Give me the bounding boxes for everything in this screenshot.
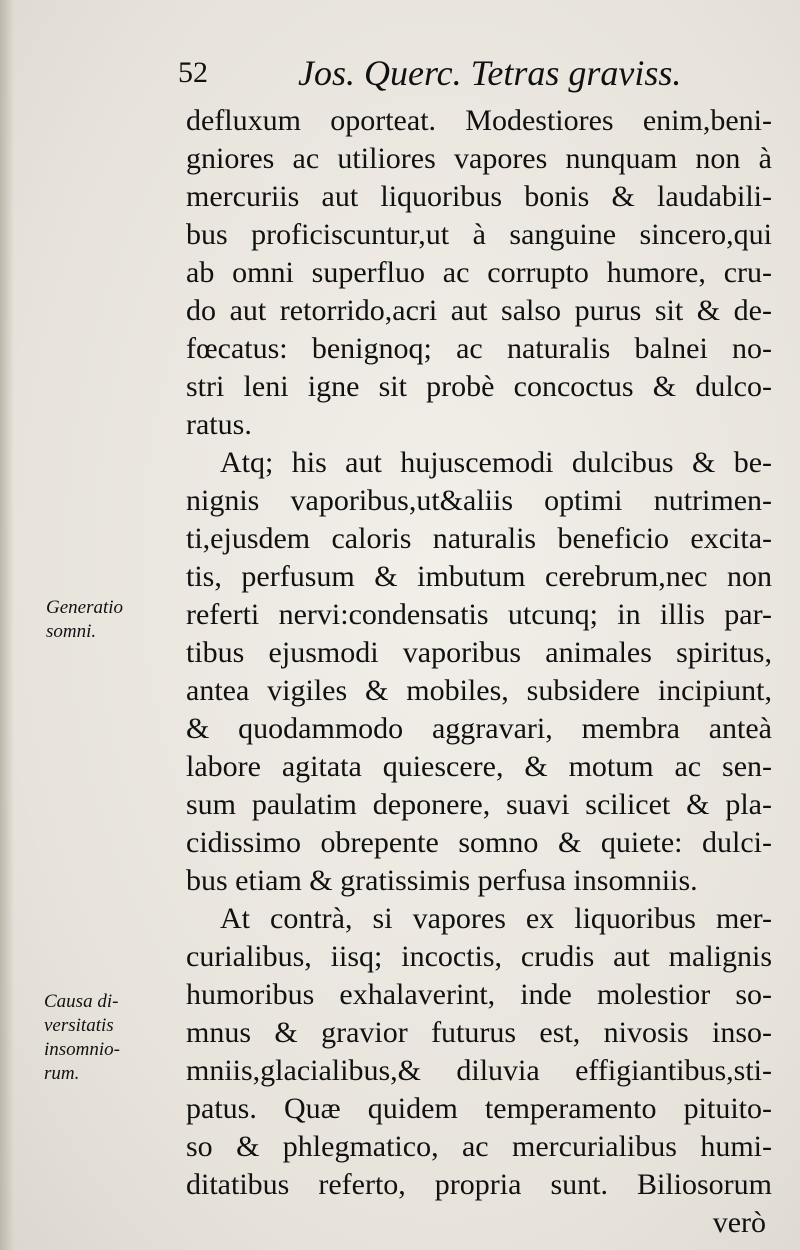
body-text [186, 102, 772, 1242]
text-line: defluxum oporteat. Modestiores enim,beni- [186, 104, 772, 137]
marginal-note-line: somni. [46, 621, 97, 642]
marginal-note-line: Causa di- [44, 991, 119, 1012]
text-line: ab omni superfluo ac corrupto humore, cru- [186, 256, 772, 289]
marginal-note-line: Generatio [46, 597, 124, 618]
text-line: so & phlegmatico, ac mercurialibus humi- [186, 1130, 772, 1163]
marginal-note-line: versitatis [44, 1015, 114, 1036]
page-number: 52 [178, 56, 208, 89]
text-line: stri leni igne sit probè concoctus & dulco- [186, 370, 772, 403]
text-line: labore agitata quiescere, & motum ac sen- [186, 750, 772, 783]
text-line: ti,ejusdem caloris naturalis beneficio excita- [186, 522, 772, 555]
text-line: nignis vaporibus,ut&aliis optimi nutrimen- [186, 484, 772, 517]
text-line: do aut retorrido,acri aut salso purus sit & de- [186, 294, 772, 327]
text-line: bus proficiscuntur,ut à sanguine sincero,qui [186, 218, 772, 251]
text-line: referti nervi:condensatis utcunq; in illis par- [186, 598, 772, 631]
text-line: cidissimo obrepente somno & quiete: dulci- [186, 826, 772, 859]
text-line: tibus ejusmodi vaporibus animales spiritus, [186, 636, 772, 669]
text-line: mercuriis aut liquoribus bonis & laudabili- [186, 180, 772, 213]
text-line: tis, perfusum & imbutum cerebrum,nec non [186, 560, 772, 593]
text-line: Atq; his aut hujuscemodi dulcibus & be- [220, 446, 772, 479]
text-line: sum paulatim deponere, suavi scilicet & pla- [186, 788, 772, 821]
text-line: antea vigiles & mobiles, subsidere incipiunt, [186, 674, 772, 707]
running-head: Jos. Querc. Tetras graviss. [298, 53, 682, 93]
marginal-note-causa [44, 990, 120, 1086]
text-line: humoribus exhalaverint, inde molestior so- [186, 978, 772, 1011]
text-line: mnus & gravior futurus est, nivosis inso- [186, 1016, 772, 1049]
text-line: gniores ac utiliores vapores nunquam non à [186, 142, 772, 175]
text-line: patus. Quæ quidem temperamento pituito- [186, 1092, 772, 1125]
text-line: fœcatus: benignoq; ac naturalis balnei no- [186, 332, 772, 365]
text-line: ratus. [186, 408, 252, 441]
text-line: bus etiam & gratissimis perfusa insomniis. [186, 864, 698, 897]
text-line: curialibus, iisq; incoctis, crudis aut malignis [186, 940, 772, 973]
text-line: At contrà, si vapores ex liquoribus mer- [220, 902, 772, 935]
marginal-note-line: insomnio- [44, 1039, 120, 1060]
text-line: & quodammodo aggravari, membra anteà [186, 712, 772, 745]
gutter-shadow [0, 0, 14, 1250]
catchword: verò [712, 1206, 766, 1239]
marginal-note-generatio [46, 596, 123, 644]
text-line: ditatibus referto, propria sunt. Biliosorum [186, 1168, 772, 1201]
page-header [178, 50, 778, 100]
text-line: mniis,glacialibus,& diluvia effigiantibus,sti- [186, 1054, 772, 1087]
marginal-note-line: rum. [44, 1063, 80, 1084]
